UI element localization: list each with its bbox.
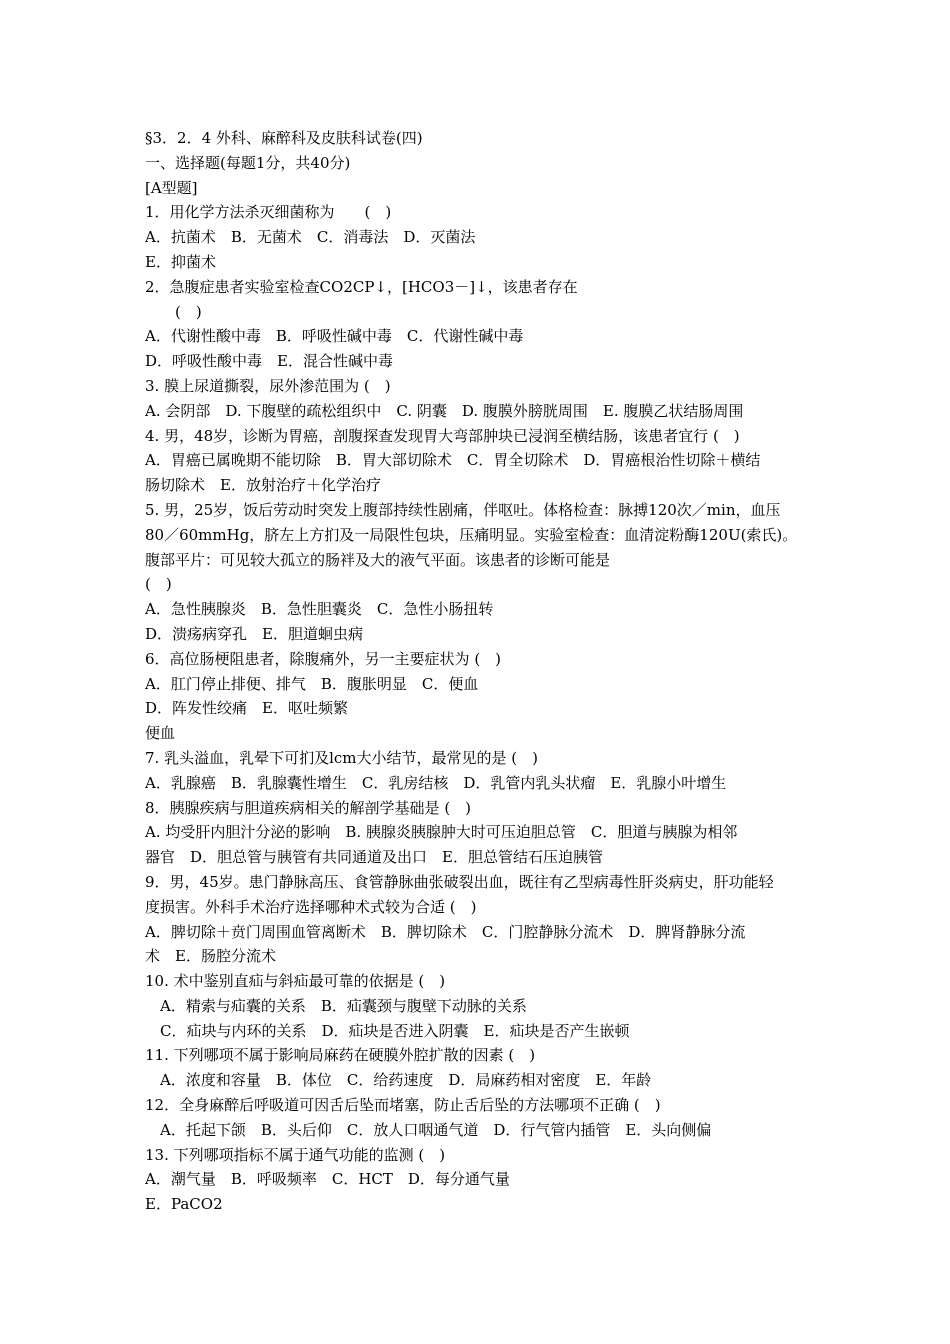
question-5-options: D．溃疡病穿孔 E．胆道蛔虫病 [145,624,363,643]
part-heading: 一、选择题(每题1分，共40分) [145,153,351,172]
question-4: 4. 男，48岁，诊断为胃癌，剖腹探查发现胃大弯部肿块已浸润至横结肠，该患者宜行 ( ) [145,426,740,445]
question-5: 80／60mmHg，脐左上方扪及一局限性包块，压痛明显。实验室检查：血清淀粉酶120U(索氏)。 [145,525,798,544]
question-5: 腹部平片：可见较大孤立的肠袢及大的液气平面。该患者的诊断可能是 [145,550,611,569]
question-8-options: A. 均受肝内胆汁分泌的影响 B. 胰腺炎胰腺肿大时可压迫胆总管 C．胆道与胰腺为相邻 [145,823,738,842]
question-8: 8．胰腺疾病与胆道疾病相关的解剖学基础是 ( ) [145,798,472,817]
question-7-options: A．乳腺癌 B．乳腺囊性增生 C．乳房结核 D．乳管内乳头状瘤 E．乳腺小叶增生 [145,773,727,792]
question-2: ( ) [145,302,202,321]
question-5: 5. 男，25岁，饭后劳动时突发上腹部持续性剧痛，伴呕吐。体格检查：脉搏120次／min，血压 [145,500,781,519]
question-7: 7. 乳头溢血，乳晕下可扪及lcm大小结节，最常见的是 ( ) [145,748,538,767]
question-9-options: A．脾切除＋贲门周围血管离断术 B．脾切除术 C．门腔静脉分流术 D．脾肾静脉分流 [145,922,746,941]
question-1-options: E．抑菌术 [145,252,216,271]
question-6-answer: 便血 [145,724,176,743]
question-4-options: A．胃癌已属晚期不能切除 B．胃大部切除术 C．胃全切除术 D．胃癌根治性切除＋横结 [145,451,761,470]
question-10-options: C．疝块与内环的关系 D．疝块是否进入阴囊 E．疝块是否产生嵌顿 [145,1021,630,1040]
question-11-options: A．浓度和容量 B．体位 C．给药速度 D．局麻药相对密度 E．年龄 [145,1071,652,1090]
question-5: ( ) [145,575,172,594]
question-11: 11. 下列哪项不属于影响局麻药在硬膜外腔扩散的因素 ( ) [145,1046,536,1065]
question-2-options: D．呼吸性酸中毒 E．混合性碱中毒 [145,352,393,371]
question-3: 3. 膜上尿道撕裂，尿外渗范围为 ( ) [145,376,391,395]
question-9-options: 术 E．肠腔分流术 [145,947,276,966]
question-6-options: A．肛门停止排便、排气 B．腹胀明显 C．便血 [145,674,479,693]
question-9: 9．男，45岁。患门静脉高压、食管静脉曲张破裂出血，既往有乙型病毒性肝炎病史，肝功能轻 [145,872,774,891]
question-12-options: A．托起下颌 B．头后仰 C．放人口咽通气道 D．行气管内插管 E．头向侧偏 [145,1120,712,1139]
question-2-options: A．代谢性酸中毒 B．呼吸性碱中毒 C．代谢性碱中毒 [145,327,524,346]
question-6: 6．高位肠梗阻患者，除腹痛外，另一主要症状为 ( ) [145,649,502,668]
question-5-options: A．急性胰腺炎 B．急性胆囊炎 C．急性小肠扭转 [145,600,494,619]
question-9: 度损害。外科手术治疗选择哪种术式较为合适 ( ) [145,897,477,916]
question-13-options: E．PaCO2 [145,1195,223,1214]
question-12: 12．全身麻醉后呼吸道可因舌后坠而堵塞，防止舌后坠的方法哪项不正确 ( ) [145,1096,661,1115]
question-8-options: 器官 D．胆总管与胰管有共同通道及出口 E．胆总管结石压迫胰管 [145,848,603,867]
question-type-heading: [A型题] [145,178,198,197]
question-6-options: D．阵发性绞痛 E．呕吐频繁 [145,699,348,718]
question-4-options: 肠切除术 E．放射治疗＋化学治疗 [145,476,381,495]
question-2: 2．急腹症患者实验室检查CO2CP↓，[HCO3－]↓，该患者存在 [145,277,578,296]
question-1: 1．用化学方法杀灭细菌称为 ( ) [145,203,392,222]
section-title: §3．2．4 外科、麻醉科及皮肤科试卷(四) [145,129,423,147]
question-13-options: A．潮气量 B．呼吸频率 C．HCT D．每分通气量 [145,1170,510,1189]
question-1-options: A．抗菌术 B．无菌术 C．消毒法 D．灭菌法 [145,228,476,247]
question-3-options: A. 会阴部 D. 下腹壁的疏松组织中 C. 阴囊 D. 腹膜外膀胱周围 E. 腹膜乙状结肠周围 [145,401,744,420]
question-10: 10. 术中鉴别直疝与斜疝最可靠的依据是 ( ) [145,972,446,991]
question-10-options: A．精索与疝囊的关系 B．疝囊颈与腹壁下动脉的关系 [145,996,527,1015]
question-13: 13. 下列哪项指标不属于通气功能的监测 ( ) [145,1145,446,1164]
